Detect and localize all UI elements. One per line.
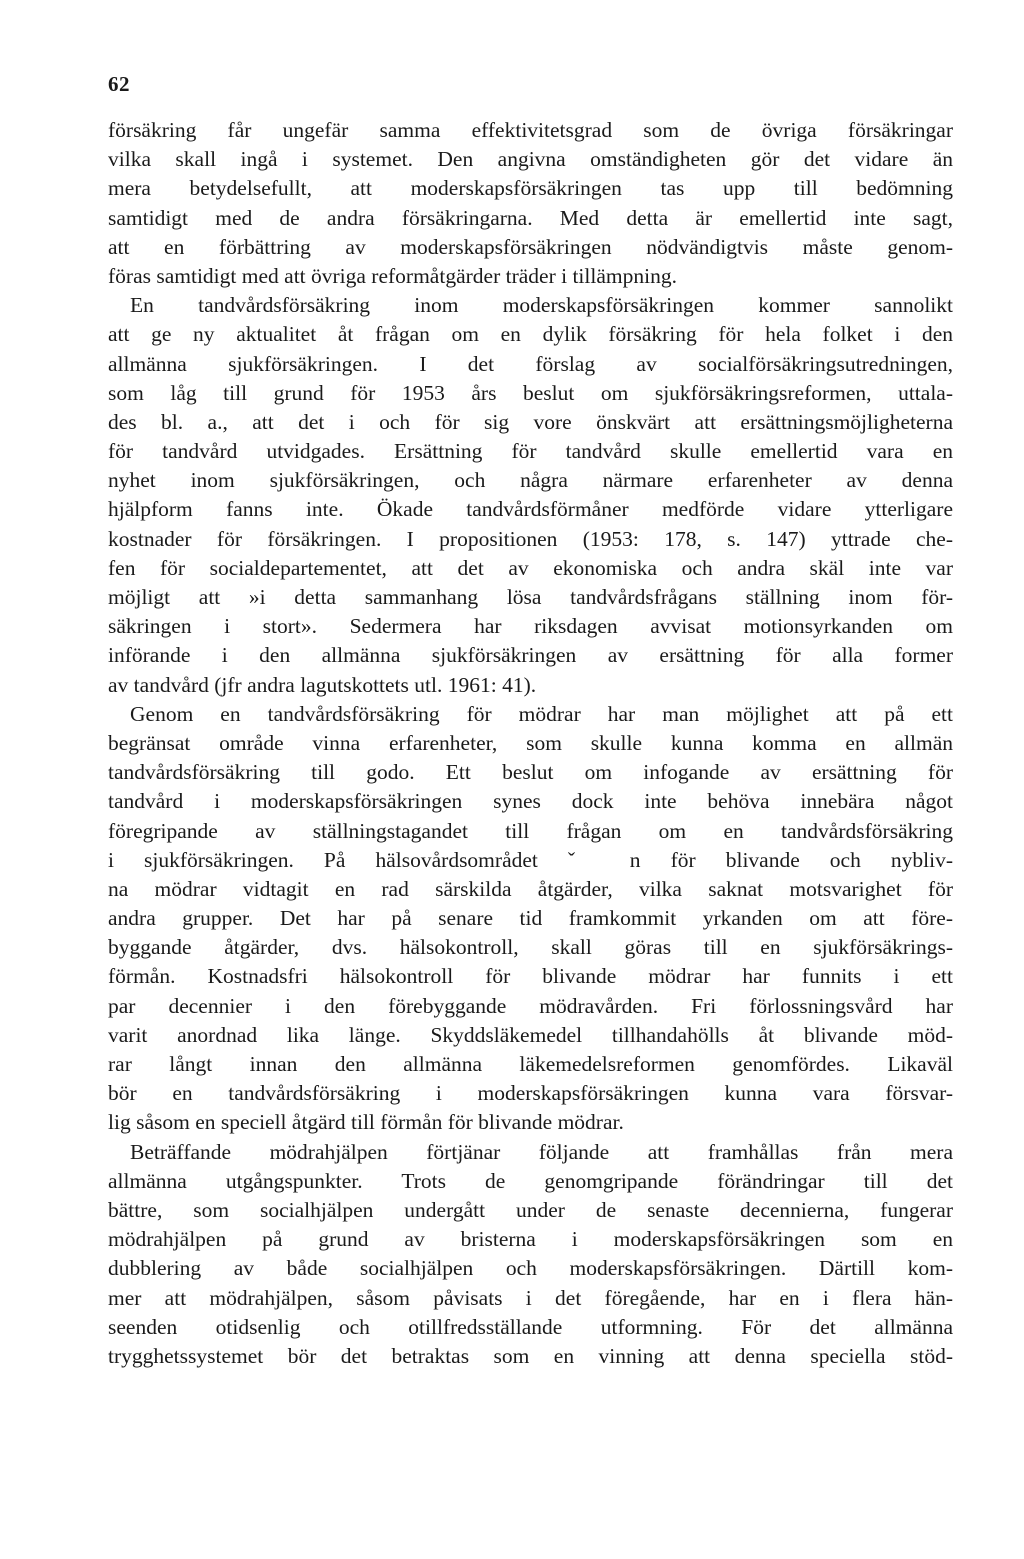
text-line: na mödrar vidtagit en rad särskilda åtgärder, vilka saknat motsvarighet för <box>108 876 953 901</box>
text-line: av tandvård (jfr andra lagutskottets utl. 1961: 41). <box>108 672 537 697</box>
text-line: andra grupper. Det har på senare tid framkommit yrkanden om att före- <box>108 906 953 931</box>
text-line: begränsat område vinna erfarenheter, som skulle kunna komma en allmän <box>108 730 953 755</box>
text-line: par decennier i den förebyggande mödravården. Fri förlossningsvård har <box>108 993 953 1018</box>
text-line: tandvårdsförsäkring till godo. Ett beslut om infogande av ersättning för <box>108 760 953 785</box>
text-line: bör en tandvårdsförsäkring i moderskapsförsäkringen kunna vara försvar- <box>108 1081 953 1106</box>
text-line: i sjukförsäkringen. På hälsovårdsområdet ˇ n för blivande och nybliv- <box>108 847 953 872</box>
text-line: att en förbättring av moderskapsförsäkringen nödvändigtvis måste genom- <box>108 234 953 259</box>
text-line: seenden otidsenlig och otillfredsställande utformning. För det allmänna <box>108 1314 953 1339</box>
text-line: som låg till grund för 1953 års beslut om sjukförsäkringsreformen, uttala- <box>108 380 953 405</box>
text-line: lig såsom en speciell åtgärd till förmån för blivande mödrar. <box>108 1110 624 1135</box>
text-line: tandvård i moderskapsförsäkringen synes dock inte behöva innebära något <box>108 789 953 814</box>
text-line: allmänna sjukförsäkringen. I det förslag av socialförsäkringsutredningen, <box>108 351 953 376</box>
text-line: fen för socialdepartementet, att det av ekonomiska och andra skäl inte var <box>108 555 953 580</box>
text-line: trygghetssystemet bör det betraktas som en vinning att denna speciella stöd- <box>108 1343 953 1368</box>
text-line: des bl. a., att det i och för sig vore önskvärt att ersättningsmöjligheterna <box>108 409 953 434</box>
text-line: att ge ny aktualitet åt frågan om en dylik försäkring för hela folket i den <box>108 322 953 347</box>
text-line: hjälpform fanns inte. Ökade tandvårdsförmåner medförde vidare ytterligare <box>108 497 953 522</box>
text-line: kostnader för försäkringen. I propositionen (1953: 178, s. 147) yttrade che- <box>108 526 953 551</box>
text-line: föregripande av ställningstagandet till frågan om en tandvårdsförsäkring <box>108 818 953 843</box>
text-line: mera betydelsefullt, att moderskapsförsäkringen tas upp till bedömning <box>108 176 953 201</box>
paragraph-first-line: En tandvårdsförsäkring inom moderskapsförsäkringen kommer sannolikt <box>130 293 953 318</box>
text-line: försäkring får ungefär samma effektivitetsgrad som de övriga försäkringar <box>108 118 953 142</box>
text-line: möjligt att »i detta sammanhang lösa tandvårdsfrågans ställning inom för- <box>108 585 953 609</box>
body-text <box>108 116 953 1371</box>
text-line: dubblering av både socialhjälpen och moderskapsförsäkringen. Därtill kom- <box>108 1256 953 1281</box>
text-line: föras samtidigt med att övriga reformåtgärder träder i tillämpning. <box>108 263 677 288</box>
text-line: byggande åtgärder, dvs. hälsokontroll, skall göras till en sjukförsäkrings- <box>108 935 953 960</box>
text-line: nyhet inom sjukförsäkringen, och några närmare erfarenheter av denna <box>108 468 953 493</box>
text-line: säkringen i stort». Sedermera har riksdagen avvisat motionsyrkanden om <box>108 614 953 639</box>
text-line: allmänna utgångspunkter. Trots de genomgripande förändringar till det <box>108 1168 953 1193</box>
text-line: för tandvård utvidgades. Ersättning för tandvård skulle emellertid vara en <box>108 439 953 464</box>
text-line: införande i den allmänna sjukförsäkringen av ersättning för alla former <box>108 643 953 668</box>
text-line: varit anordnad lika länge. Skyddsläkemedel tillhandahölls åt blivande möd- <box>108 1022 953 1047</box>
page-number: 62 <box>108 72 130 96</box>
text-line: mödrahjälpen på grund av bristerna i moderskapsförsäkringen som en <box>108 1227 953 1252</box>
text-line: vilka skall ingå i systemet. Den angivna omständigheten gör det vidare än <box>108 147 953 172</box>
text-line: förmån. Kostnadsfri hälsokontroll för blivande mödrar har funnits i ett <box>108 964 953 989</box>
text-line: rar långt innan den allmänna läkemedelsreformen genomfördes. Likaväl <box>108 1052 953 1076</box>
text-line: bättre, som socialhjälpen undergått under de senaste decennierna, fungerar <box>108 1197 953 1222</box>
paragraph-first-line: Genom en tandvårdsförsäkring för mödrar har man möjlighet att på ett <box>130 701 953 726</box>
text-line: samtidigt med de andra försäkringarna. Med detta är emellertid inte sagt, <box>108 205 953 230</box>
text-line: mer att mödrahjälpen, såsom påvisats i det föregående, har en i flera hän- <box>108 1285 953 1310</box>
paragraph-first-line: Beträffande mödrahjälpen förtjänar följande att framhållas från mera <box>130 1139 953 1164</box>
